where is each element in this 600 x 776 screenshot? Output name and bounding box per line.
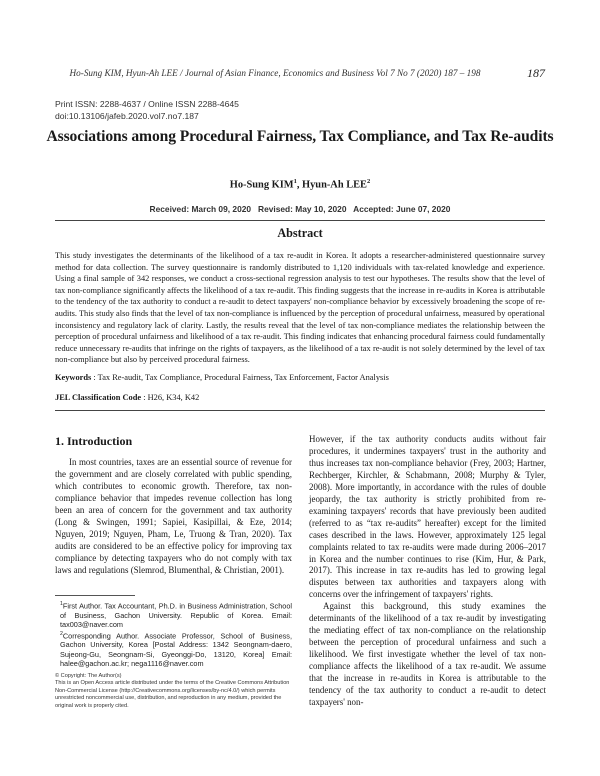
jel-codes	[55, 393, 199, 402]
author-1-affiliation-mark: 1	[293, 178, 297, 185]
doi-line[interactable]: doi:10.13106/jafeb.2020.vol7.no7.187	[55, 111, 199, 121]
abstract-body: This study investigates the determinants of the likelihood of a tax re-audit in Korea. It adopts a researcher-administered questionnaire survey method for data collection. The survey questionnaire is randomly distributed to 1,120 individuals with tax-related knowledge and experience. Using a final sample of 342 responses, we conduct a cross-sectional regression analysis to test our hypotheses. The results show that the level of tax non-compliance significantly affects the likelihood of a tax re-audit. This finding suggests that the increase in re-audits in Korea is attributable to the tendency of the tax authority to conduct a re-audit to detect taxpayers' non-compliance behavior by excessively broadening the scope of re-audits. This study also finds that the level of tax non-compliance is influenced by the perception of procedural unfairness, measured by operational inconsistency and regulatory lack of clarity. Lastly, the results reveal that the level of tax non-compliance mediates the relationship between the perception of procedural unfairness and likelihood of a tax re-audit. This finding indicates that enhancing procedural fairness could fundamentally reduce unnecessary re-audits that infringe on the rights of taxpayers, as the likelihood of a tax re-audit is not solely determined by the level of tax non-compliance but also by perceived procedural fairness.	[55, 251, 545, 365]
jel-value: : H26, K34, K42	[141, 393, 200, 402]
keywords	[55, 373, 389, 382]
submission-dates: Received: March 09, 2020 Revised: May 10, 2020 Accepted: June 07, 2020	[149, 204, 451, 214]
intro-paragraph-3: Against this background, this study examines the determinants of the likelihood of a tax re-audit by investigating the mediating effect of tax non-compliance on the relationship between the perception of procedural unfairness and such a likelihood. We first investigate whether the level of tax non-compliance affects the likelihood of a tax re-audit. We assume that the increase in re-audits in Korea is attributable to the tendency of the tax authority to conduct a re-audit to detect taxpayers' non-	[309, 601, 546, 707]
left-column	[55, 457, 292, 577]
copyright-notice	[55, 673, 292, 710]
right-column	[309, 434, 546, 709]
footnotes	[55, 600, 292, 669]
license-text: This is an Open Access article distributed under the terms of the Creative Commons Attribution Non-Commercial License (http://Creativecommons.org/licenses/by-nc/4.0/) which permits unrestricted noncommercial use, distribution, and reproduction in any medium, provided the original work is properly cited.	[55, 680, 290, 709]
keywords-label: Keywords	[55, 373, 92, 382]
section-heading-introduction: 1. Introduction	[55, 434, 133, 448]
issn-line: Print ISSN: 2288-4637 / Online ISSN 2288-4645	[55, 99, 239, 109]
author-1: Ho-Sung KIM	[229, 179, 294, 191]
keywords-value: : Tax Re-audit, Tax Compliance, Procedural Fairness, Tax Enforcement, Factor Analysis	[91, 373, 389, 382]
abstract-top-rule	[55, 220, 545, 221]
jel-label: JEL Classification Code	[55, 393, 142, 402]
footnote-2	[55, 630, 292, 669]
author-line	[0, 178, 600, 190]
abstract-bottom-rule	[55, 410, 545, 411]
copyright-line: © Copyright: The Author(s)	[55, 673, 122, 679]
footnote-2-text: Corresponding Author. Associate Professor, School of Business, Gachon University, Korea [Postal Address: 1342 Seongnam-daero, Sujeong-Gu, Seongnam-Si, Gyeonggi-Do, 13120, Korea] Email: halee@gachon.ac.kr; nega1116@naver.com	[60, 631, 292, 669]
running-head: Ho-Sung KIM, Hyun-Ah LEE / Journal of Asian Finance, Economics and Business Vol 7 No 7 (2020) 187 – 198	[69, 68, 481, 78]
author-2-affiliation-mark: 2	[366, 178, 371, 185]
author-2: Hyun-Ah LEE	[302, 179, 367, 191]
footnote-1	[55, 600, 292, 630]
intro-paragraph-1: In most countries, taxes are an essential source of revenue for the government and are closely correlated with public spending, which contributes to economic growth. Therefore, tax non-compliance behavior that impedes revenue collection has long been an area of concern for the government and tax authority (Long & Swingen, 1991; Sapiei, Kasipillai, & Eze, 2014; Nguyen, 2019; Nguyen, Pham, Le, Truong & Tran, 2020). Tax audits are considered to be an effective policy for improving tax compliance by detecting taxpayers who do not comply with tax laws and regulations (Slemrod, Blumenthal, & Christian, 2001).	[55, 457, 292, 575]
author-separator: ,	[296, 179, 303, 191]
paper-title: Associations among Procedural Fairness, Tax Compliance, and Tax Re-audits	[46, 128, 554, 145]
page-number: 187	[527, 66, 545, 80]
footnote-1-text: First Author. Tax Accountant, Ph.D. in Business Administration, School of Business, Gachon University. Republic of Korea. Email: tax003@naver.com	[60, 601, 292, 630]
footnote-2-mark: 2	[60, 630, 63, 637]
abstract-heading: Abstract	[277, 226, 323, 240]
publication-meta	[55, 98, 239, 122]
footnote-rule	[55, 595, 135, 596]
footnote-1-mark: 1	[60, 601, 63, 607]
intro-paragraph-2: However, if the tax authority conducts audits without fair procedures, it undermines taxpayers' trust in the authority and thus increases tax non-compliance behavior (Frey, 2003; Hartner, Rechberger, Kirchler, & Schabmann, 2008; Murphy & Tyler, 2008). More importantly, in accordance with the rules of double jeopardy, the tax authority is strictly prohibited from re-examining taxpayers' records that have previously been audited (referred to as “tax re-audits” hereafter) except for the limited cases described in the laws. However, approximately 125 legal complaints related to tax re-audits were made during 2006–2017 in Korea and the number continues to rise (Kim, Hur, & Park, 2017). This increase in tax re-audits has led to growing legal disputes between tax authorities and taxpayers along with concerns over the infringement of taxpayers' rights.	[309, 434, 546, 600]
